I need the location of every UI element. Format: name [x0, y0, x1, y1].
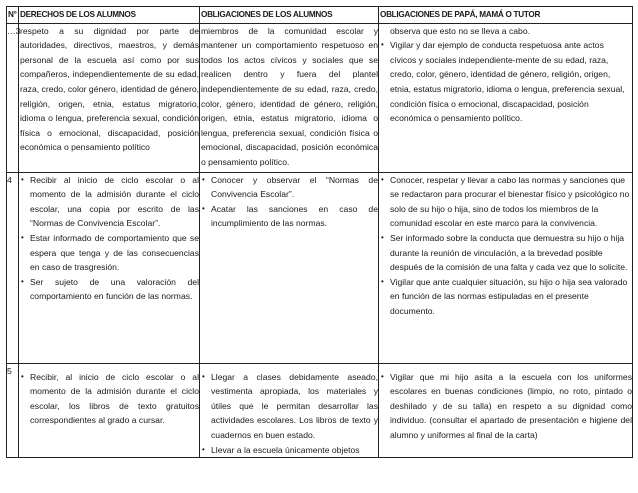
bullet-icon: •	[381, 174, 384, 184]
bullet-icon: •	[381, 276, 384, 286]
list-item: • Ser sujeto de una valoración del comportamiento en función de las normas.	[21, 276, 199, 302]
rights-obligations-table	[6, 6, 633, 458]
bullet-icon: •	[21, 232, 24, 242]
bullet-icon: •	[21, 371, 24, 381]
header-obligaciones-padres: OBLIGACIONES DE PAPÁ, MAMÁ O TUTOR	[379, 7, 633, 24]
row-number: …3	[7, 23, 19, 172]
cell-obligaciones-padres	[379, 363, 633, 458]
cell-obligaciones-padres	[379, 23, 633, 172]
bullet-icon: •	[21, 276, 24, 286]
list-item: • Vigilar que mi hijo asita a la escuela con los uniformes escolares en buenas condiciones (limpio, no roto, pintado o deshilado y de su talla) en respeto a su dignidad como individuo. (consultar el apartado de presentación e higiene del alumno y uniformes al final de la carta)	[381, 371, 632, 440]
list-item: • Conocer y observar el “Normas de Convivencia Escolar”.	[202, 174, 378, 200]
list-item: • Vigilar que ante cualquier situación, su hijo o hija sea valorado en función de las normas estipuladas en el presente documento.	[381, 276, 628, 316]
list-item: • Recibir al inicio de ciclo escolar o al momento de la admisión durante el ciclo escolar, una copia por escrito de las “Normas de Convivencia Escolar”.	[21, 174, 199, 229]
cell-obligaciones-alumnos	[200, 363, 379, 458]
list-item: • Conocer, respetar y llevar a cabo las normas y sanciones que se redactaron para procurar el bienestar físico y psicológico no solo de su hijo o hija, sino de todos los miembros de la comunidad escolar en este marco para la convivencia.	[381, 174, 630, 229]
cell-obligaciones-alumnos: miembros de la comunidad escolar y mantener un comportamiento respetuoso en todos los actos cívicos y sociales que se realicen dentro y fuera del plantel independientemente de su edad, raza, credo, color, género, identidad de género, religión, origen, etnia, estatus migratorio, idioma o lengua, preferencia sexual, condición física o emocional, discapacidad, posición económica o pensamiento político.	[200, 23, 379, 172]
list-item: • Ser informado sobre la conducta que demuestra su hijo o hija durante la reunión de vinculación, a la brevedad posible después de la comisión de una falta y cada vez que lo solicite.	[381, 232, 628, 273]
bullet-icon: •	[202, 444, 205, 454]
table-header-row	[7, 7, 633, 24]
list-item: • Estar informado de comportamiento que se espera que tenga y de las consecuencias en caso de trasgresión.	[21, 232, 199, 273]
bullet-icon: •	[21, 174, 24, 184]
cell-derechos: respeto a su dignidad por parte de autoridades, directivos, maestros, y demás personal de la escuela así como por sus compañeros, independientemente de su edad, raza, credo, color género, identidad de género, religión, origen, etnia, estatus migratorio, idioma o lengua, preferencia sexual, condición física o emocional, discapacidad, posición económica o pensamiento político	[19, 23, 200, 172]
table-row	[7, 172, 633, 363]
cell-derechos	[19, 172, 200, 363]
list-item: • Vigilar y dar ejemplo de conducta respetuosa ante actos cívicos y sociales independiente-mente de su edad, raza, credo, color, género, identidad de género, religión, origen, etnia, estatus migratorio, idioma o lengua, preferencia sexual, condición física o emocional, discapacidad, posición económica o pensamiento político.	[381, 40, 625, 124]
bullet-icon: •	[381, 371, 384, 381]
bullet-icon: •	[202, 174, 205, 184]
cell-obligaciones-padres	[379, 172, 633, 363]
header-derechos-alumnos: DERECHOS DE LOS ALUMNOS	[19, 7, 200, 24]
table-row	[7, 23, 633, 172]
list-item: • Recibir, al inicio de ciclo escolar o al momento de la admisión durante el ciclo escolar, los libros de texto gratuitos correspondientes al grado a cursar.	[21, 371, 199, 426]
list-item-continuation: observa que esto no se lleva a cabo.	[390, 25, 530, 36]
bullet-icon: •	[381, 232, 384, 242]
list-item: • Llegar a clases debidamente aseado, vestimenta apropiada, los materiales y útiles que le permitan desarrollar las actividades escolares. Los libros de texto y cuadernos en buen estado.	[202, 371, 378, 440]
cell-derechos	[19, 363, 200, 458]
bullet-icon: •	[381, 40, 384, 50]
bullet-icon: •	[202, 203, 205, 213]
list-item: • Acatar las sanciones en caso de incumplimiento de las normas.	[202, 203, 378, 229]
cell-obligaciones-alumnos	[200, 172, 379, 363]
header-number: N°	[7, 7, 19, 24]
bullet-icon: •	[202, 371, 205, 381]
row-number: 5	[7, 363, 19, 458]
list-item: • Llevar a la escuela únicamente objetos	[201, 443, 378, 458]
header-obligaciones-alumnos: OBLIGACIONES DE LOS ALUMNOS	[200, 7, 379, 24]
row-number: 4	[7, 172, 19, 363]
table-row	[7, 363, 633, 458]
